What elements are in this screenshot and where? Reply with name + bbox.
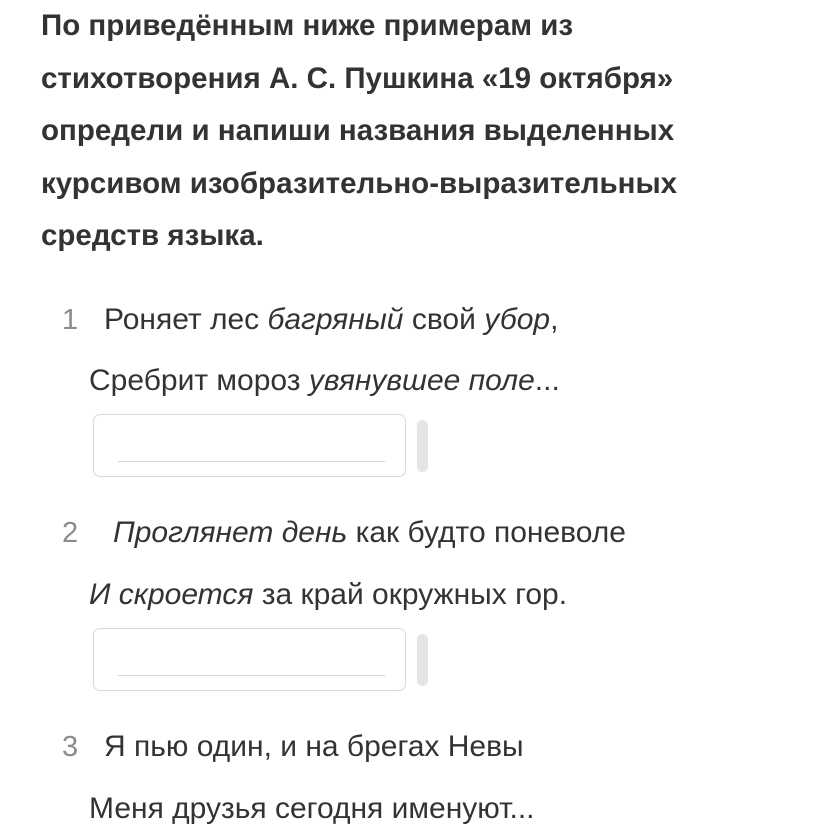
- answer-drag-handle[interactable]: [417, 634, 428, 686]
- verse-line: [113, 516, 626, 550]
- verse-line: [104, 730, 524, 764]
- item-number: 2: [62, 517, 79, 549]
- answer-input-underline: [118, 461, 385, 462]
- text-fragment: Я пью один, и на брегах Невы: [104, 730, 524, 763]
- text-fragment: Меня друзья сегодня именуют...: [89, 792, 535, 825]
- text-fragment: за край окружных гор.: [253, 578, 568, 611]
- text-fragment: Роняет лес: [104, 303, 268, 336]
- verse-line: [89, 578, 567, 612]
- italic-phrase: Проглянет день: [113, 516, 348, 549]
- italic-phrase: багряный: [267, 303, 404, 336]
- task-instruction: По приведённым ниже примерам из стихотворения А. С. Пушкина «19 октября» определи и напиши названия выделенных курсивом изобразительно-выразительных средств языка.: [41, 9, 678, 252]
- answer-drag-handle[interactable]: [417, 420, 428, 472]
- text-fragment: Сребрит мороз: [89, 364, 309, 397]
- text-fragment: свой: [403, 303, 485, 336]
- text-fragment: ,: [550, 303, 559, 336]
- answer-input[interactable]: [93, 414, 406, 477]
- answer-input-underline: [118, 675, 385, 676]
- italic-phrase: убор: [484, 303, 551, 336]
- italic-phrase: увянувшее поле: [308, 364, 535, 397]
- verse-line: [89, 364, 560, 398]
- text-fragment: ...: [534, 364, 560, 397]
- text-fragment: как будто поневоле: [347, 516, 626, 549]
- italic-phrase: И скроется: [89, 578, 254, 611]
- item-number: 1: [62, 304, 79, 336]
- answer-input[interactable]: [93, 628, 406, 691]
- verse-line: [89, 792, 535, 826]
- verse-line: [104, 303, 558, 337]
- item-number: 3: [62, 731, 79, 763]
